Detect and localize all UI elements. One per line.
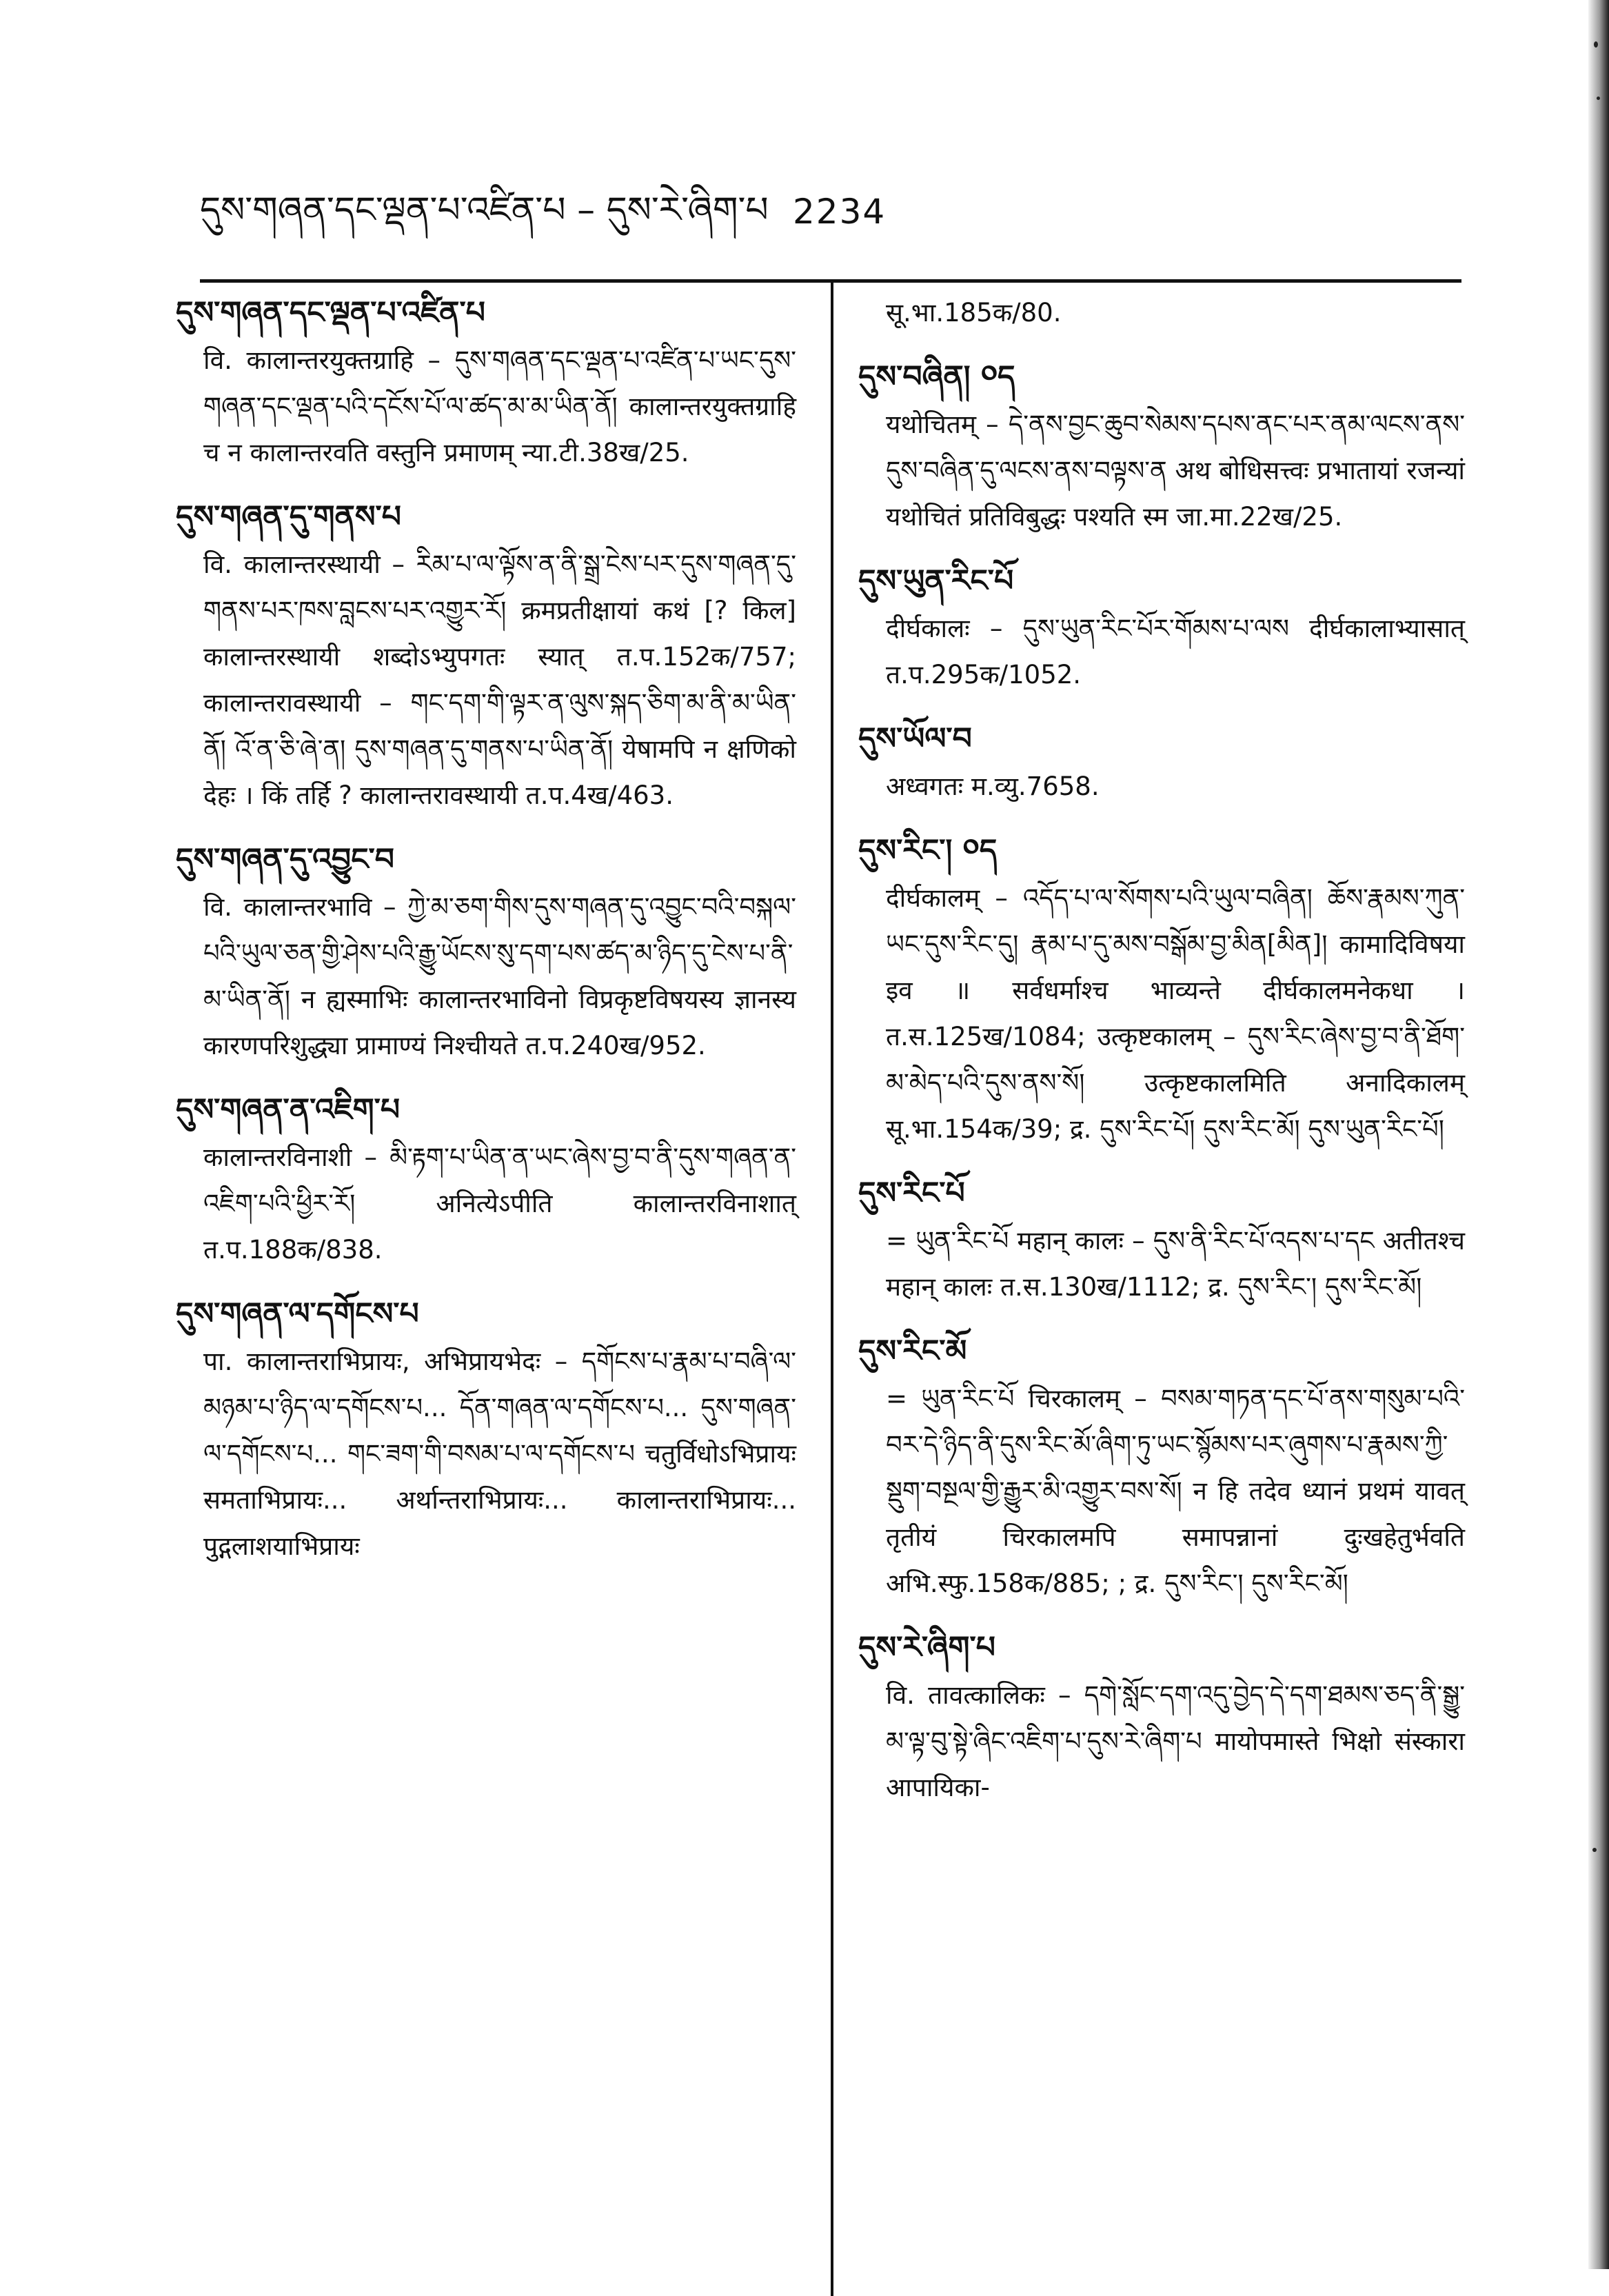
page-number: 2234 — [793, 192, 887, 232]
dictionary-entry — [858, 354, 1465, 540]
entry-headword: དུས་རིང་མོ — [858, 1333, 967, 1369]
column-divider — [831, 283, 833, 2296]
dictionary-entry — [176, 836, 796, 1069]
entry-body: अध्वगतः म.व्यु.7658. — [886, 772, 1100, 801]
dictionary-entry — [858, 1328, 1465, 1607]
entry-body: पा. कालान्तराभिप्रायः, अभिप्रायभेदः – དགོངས་པ་རྣམ་པ་བཞི་ལ་མཉམ་པ་ཉིད་ལ་དགོངས་པ... དོན་གཞན་ལ་དགོངས་པ... དུས་གཞན་ལ་དགོངས་པ... གང་ཟག་གི་བསམ་པ་ལ་དགོངས་པ चतुर्विधोऽभिप्रायः समताभिप्रायः... अर्थान्तराभिप्रायः... कालान्तराभिप्रायः... पुद्गलाशयाभिप्रायः — [203, 1347, 796, 1561]
entry-headword: དུས་གཞན་ལ་དགོངས་པ — [176, 1296, 419, 1331]
entry-body: = ཡུན་རིང་པོ चिरकालम् – བསམ་གཏན་དང་པོ་ནས་གསུམ་པའི་བར་དེ་ཉིད་ནི་དུས་རིང་མོ་ཞིག་ཏུ་ཡང་སྙོམས་པར་ཞུགས་པ་རྣམས་ཀྱི་སྡུག་བསྔལ་གྱི་རྒྱུར་མི་འགྱུར་བས་སོ། न हि तदेव ध्यानं प्रथमं यावत् तृतीयं चिरकालमपि समापन्नानां दुःखहेतुर्भवति अभि.स्फु.158क/885; ; द्र. དུས་རིང་། དུས་རིང་མོ། — [886, 1384, 1465, 1598]
entry-body: सू.भा.185क/80. — [886, 298, 1062, 328]
entry-body: कालान्तरविनाशी – མི་རྟག་པ་ཡིན་ན་ཡང་ཞེས་བྱ་བ་ནི་དུས་གཞན་ན་འཇིག་པའི་ཕྱིར་རོ། अनित्येऽपीति कालान्तरविनाशात् त.प.188क/838. — [203, 1142, 796, 1265]
entry-body: वि. कालान्तरभावि – ཀྱེ་མ་ཅག་གིས་དུས་གཞན་དུ་འབྱུང་བའི་བསྐལ་པའི་ཡུལ་ཅན་གྱི་ཤེས་པའི་རྒྱུ་ཡོངས་སུ་དག་པས་ཚད་མ་ཉིད་དུ་ངེས་པ་ནི་མ་ཡིན་ནོ། न ह्यस्माभिः कालान्तरभाविनो विप्रकृष्टविषयस्य ज्ञानस्य कारणपरिशुद्ध्या प्रामाण्यं निश्चीयते त.प.240ख/952. — [203, 892, 796, 1060]
entry-headword: དུས་རིང་པོ — [858, 1176, 965, 1211]
scan-edge-shadow — [1588, 0, 1609, 2269]
dictionary-entry — [176, 1291, 796, 1569]
dictionary-entry — [858, 716, 1465, 809]
entry-headword: དུས་ཡོལ་བ — [858, 721, 972, 756]
entry-headword: དུས་གཞན་དུ་གནས་པ — [176, 499, 401, 534]
right-column — [858, 290, 1465, 1829]
entry-body: = ཡུན་རིང་པོ महान् कालः – དུས་ནི་རིང་པོ་འདས་པ་དང अतीतश्च महान् कालः त.स.130ख/1112; द्र. དུས་རིང་། དུས་རིང་མོ། — [886, 1226, 1465, 1302]
entry-headword: དུས་བཞིན། ༠ད — [858, 359, 1015, 394]
entry-headword: དུས་གཞན་ན་འཇིག་པ — [176, 1092, 401, 1127]
entry-body: यथोचितम् – དེ་ནས་བྱང་ཆུབ་སེམས་དཔས་ནང་པར་ནམ་ལངས་ནས་དུས་བཞིན་དུ་ལངས་ནས་བལྟས་ན अथ बोधिसत्त्वः प्रभातायां रजन्यां यथोचितं प्रतिविबुद्धः पश्यति स्म जा.मा.22ख/25. — [886, 410, 1465, 532]
entry-headword: དུས་རིང་། ༠ད — [858, 833, 998, 868]
entry-headword: དུས་རེ་ཞིག་པ — [858, 1630, 995, 1665]
dictionary-entry — [858, 827, 1465, 1152]
entry-headword: དུས་ཡུན་རིང་པོ — [858, 563, 1014, 598]
entry-headword: དུས་གཞན་དུ་འབྱུང་བ — [176, 842, 394, 877]
dictionary-entry — [858, 1624, 1465, 1811]
left-column — [176, 290, 796, 1587]
dictionary-entry — [176, 290, 796, 476]
entry-body: वि. कालान्तरस्थायी – རིམ་པ་ལ་ལྟོས་ན་ནི་སྒྲ་ངེས་པར་དུས་གཞན་དུ་གནས་པར་ཁས་བླངས་པར་འགྱུར་རོ། क्रमप्रतीक्षायां कथं [? किल] कालान्तरस्थायी शब्दोऽभ्युपगतः स्यात् त.प.152क/757; कालान्तरावस्थायी – གང་དག་གི་ལྟར་ན་ལུས་སྐད་ཅིག་མ་ནི་མ་ཡིན་ནོ། འོ་ན་ཅི་ཞེ་ན། དུས་གཞན་དུ་གནས་པ་ཡིན་ནོ། येषामपि न क्षणिको देहः । किं तर्हि ? कालान्तरावस्थायी त.प.4ख/463. — [203, 550, 796, 810]
dictionary-entry — [176, 494, 796, 818]
running-head: དུས་གཞན་དང་ལྡན་པ་འཛིན་པ – དུས་རེ་ཞིག་པ — [200, 190, 769, 231]
entry-headword: དུས་གཞན་དང་ལྡན་པ་འཛིན་པ — [176, 295, 485, 330]
dictionary-entry-continuation — [858, 290, 1465, 336]
entry-body: दीर्घकालम् – འདོད་པ་ལ་སོགས་པའི་ཡུལ་བཞིན། ཆོས་རྣམས་ཀུན་ཡང་དུས་རིང་དུ། རྣམ་པ་དུ་མས་བསྒོམ་བྱ་མིན[མིན]། कामादिविषया इव ॥ सर्वधर्माश्च भाव्यन्ते दीर्घकालमनेकधा । त.स.125ख/1084; उत्कृष्टकालम् – དུས་རིང་ཞེས་བྱ་བ་ནི་ཐོག་མ་མེད་པའི་དུས་ནས་སོ། उत्कृष्टकालमिति अनादिकालम् सू.भा.154क/39; द्र. དུས་རིང་པོ། དུས་རིང་མོ། དུས་ཡུན་རིང་པོ། — [886, 883, 1465, 1144]
dictionary-entry — [858, 1170, 1465, 1310]
dictionary-entry — [176, 1087, 796, 1273]
dictionary-entry — [858, 558, 1465, 698]
entry-body: वि. कालान्तरयुक्तग्राहि – དུས་གཞན་དང་ལྡན་པ་འཛིན་པ་ཡང་དུས་གཞན་དང་ལྡན་པའི་དངོས་པོ་ལ་ཚད་མ་མ་ཡིན་ནོ། कालान्तरयुक्तग्राहि च न कालान्तरवति वस्तुनि प्रमाणम् न्या.टी.38ख/25. — [203, 345, 796, 467]
entry-body: दीर्घकालः – དུས་ཡུན་རིང་པོར་གོམས་པ་ལས दीर्घकालाभ्यासात् त.प.295क/1052. — [886, 614, 1465, 689]
entry-body: वि. तावत्कालिकः – དགེ་སློང་དག་འདུ་བྱེད་དེ་དག་ཐམས་ཅད་ནི་སྒྱུ་མ་ལྟ་བུ་སྟེ་ཞིང་འཇིག་པ་དུས་རེ་ཞིག་པ मायोपमास्ते भिक्षो संस्कारा आपायिका- — [886, 1680, 1465, 1802]
